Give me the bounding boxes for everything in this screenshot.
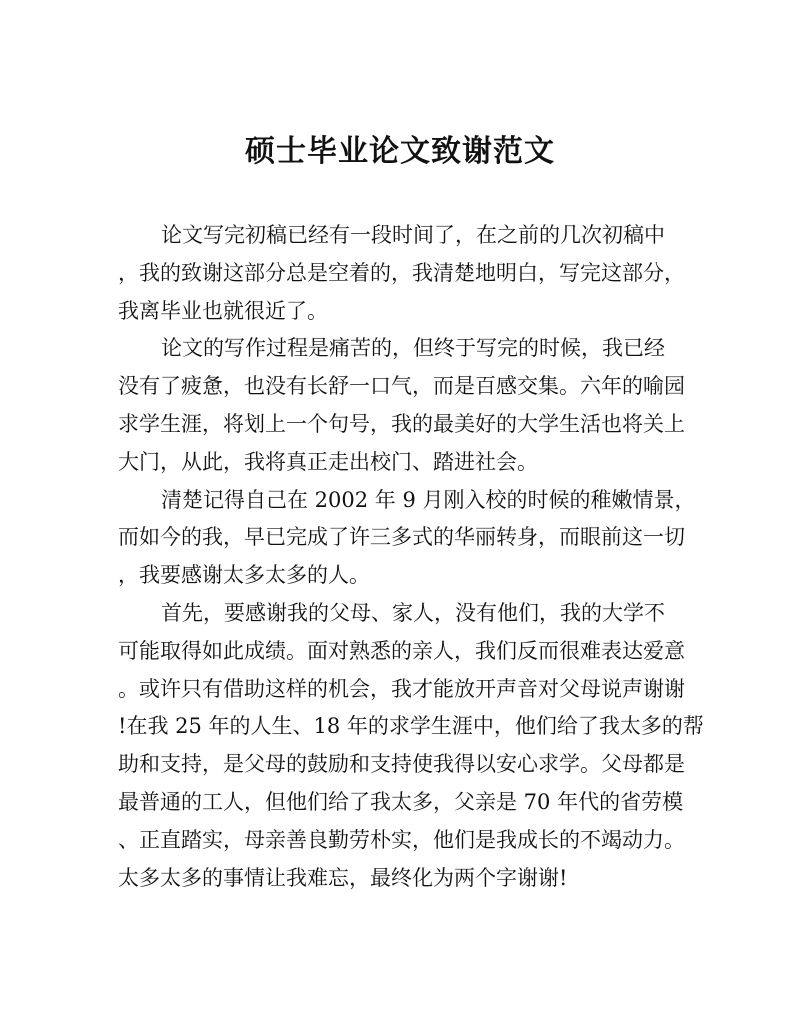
paragraph-line: ，我要感谢太多太多的人。: [118, 563, 370, 588]
paragraph-4: [118, 595, 704, 897]
paragraph-line: 可能取得如此成绩。面对熟悉的亲人，我们反而很难表达爱意: [118, 638, 685, 663]
paragraph-line: 。或许只有借助这样的机会，我才能放开声音对父母说声谢谢: [118, 676, 685, 701]
document-title: 硕士毕业论文致谢范文: [245, 134, 555, 169]
paragraph-line: 、正直踏实，母亲善良勤劳朴实，他们是我成长的不竭动力。: [118, 827, 685, 852]
paragraph-line: 最普通的工人，但他们给了我太多，父亲是 70 年代的省劳模: [118, 789, 684, 814]
paragraph-line: 首先，要感谢我的父母、家人，没有他们，我的大学不: [161, 600, 665, 625]
paragraph-line: 助和支持，是父母的鼓励和支持使我得以安心求学。父母都是: [118, 752, 685, 777]
paragraph-3: [118, 482, 696, 595]
paragraph-line: 没有了疲惫，也没有长舒一口气，而是百感交集。六年的喻园: [118, 374, 685, 399]
paragraph-line: 我离毕业也就很近了。: [118, 298, 328, 323]
paragraph-line: !在我 25 年的人生、18 年的求学生涯中，他们给了我太多的帮: [118, 714, 704, 739]
paragraph-1: [118, 217, 688, 330]
paragraph-line: 清楚记得自己在 2002 年 9 月刚入校的时候的稚嫩情景，: [161, 487, 696, 512]
paragraph-line: 大门，从此，我将真正走出校门、踏进社会。: [118, 449, 538, 474]
paragraph-2: [118, 330, 688, 481]
document-body: [118, 217, 704, 897]
paragraph-line: 论文写完初稿已经有一段时间了，在之前的几次初稿中: [161, 223, 665, 247]
paragraph-line: ，我的致谢这部分总是空着的，我清楚地明白，写完这部分，: [118, 260, 685, 285]
paragraph-line: 太多太多的事情让我难忘，最终化为两个字谢谢!: [118, 865, 568, 890]
paragraph-line: 而如今的我，早已完成了许三多式的华丽转身，而眼前这一切: [118, 525, 685, 550]
paragraph-line: 论文的写作过程是痛苦的，但终于写完的时候，我已经: [161, 336, 665, 361]
paragraph-line: 求学生涯，将划上一个句号，我的最美好的大学生活也将关上: [118, 411, 685, 436]
